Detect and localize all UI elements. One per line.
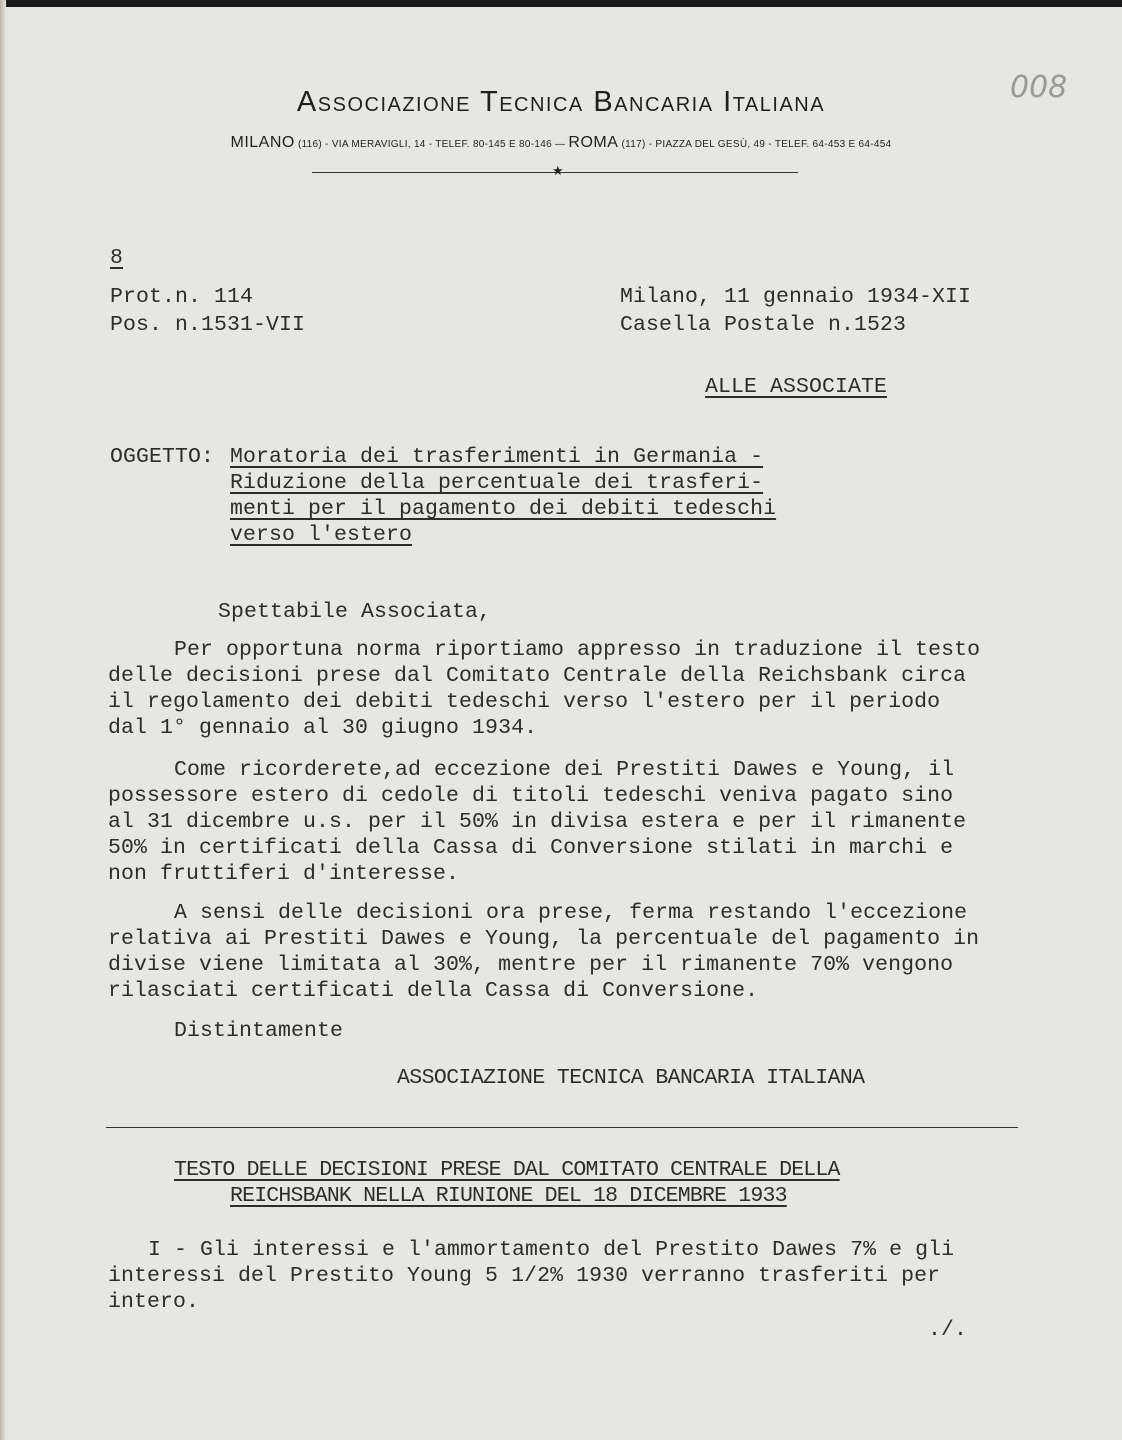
- body-line: Come ricorderete,ad eccezione dei Prestiti Dawes e Young, il: [174, 758, 955, 782]
- letterhead-roma: ROMA: [568, 134, 619, 151]
- section-line: I - Gli interessi e l'ammortamento del Prestito Dawes 7% e gli: [148, 1238, 955, 1262]
- star-icon: ★: [552, 164, 564, 179]
- letterhead-title: Associazione Tecnica Bancaria Italiana: [296, 86, 826, 118]
- closing: Distintamente: [174, 1019, 344, 1043]
- document-number: 8: [110, 246, 124, 270]
- section-title-line: REICHSBANK NELLA RIUNIONE DEL 18 DICEMBRE 1933: [230, 1184, 787, 1208]
- section-line: interessi del Prestito Young 5 1/2% 1930 verranno trasferiti per: [108, 1264, 941, 1288]
- letterhead-roma-detail: (117) - PIAZZA DEL GESÙ, 49 - TELEF. 64-453 E 64-454: [621, 139, 892, 150]
- letterhead-milano-detail: (116) - VIA MERAVIGLI, 14 - TELEF. 80-145 E 80-146 —: [297, 139, 566, 150]
- body-line: A sensi delle decisioni ora prese, ferma restando l'eccezione: [174, 901, 968, 925]
- scan-top-border: [0, 0, 1122, 7]
- signature: ASSOCIAZIONE TECNICA BANCARIA ITALIANA: [397, 1066, 865, 1090]
- body-line: delle decisioni prese dal Comitato Centrale della Reichsbank circa: [108, 664, 967, 688]
- subject-line: Moratoria dei trasferimenti in Germania -: [230, 445, 764, 469]
- salutation: Spettabile Associata,: [218, 600, 492, 624]
- body-line: 50% in certificati della Cassa di Conversione stilati in marchi e: [108, 836, 954, 860]
- subject-label: OGGETTO:: [110, 445, 215, 469]
- po-box: Casella Postale n.1523: [620, 313, 907, 337]
- body-line: al 31 dicembre u.s. per il 50% in divisa estera e per il rimanente: [108, 810, 967, 834]
- section-line: intero.: [108, 1290, 200, 1314]
- body-line: non fruttiferi d'interesse.: [108, 862, 460, 886]
- section-title-line: TESTO DELLE DECISIONI PRESE DAL COMITATO CENTRALE DELLA: [174, 1158, 840, 1182]
- recipient: ALLE ASSOCIATE: [705, 375, 888, 399]
- body-line: dal 1° gennaio al 30 giugno 1934.: [108, 716, 538, 740]
- subject-line: Riduzione della percentuale dei trasferi-: [230, 471, 764, 495]
- letterhead-address: [0, 134, 1122, 152]
- protocol-number: Prot.n. 114: [110, 285, 254, 309]
- place-date: Milano, 11 gennaio 1934-XII: [620, 285, 972, 309]
- subject-line: verso l'estero: [230, 523, 413, 547]
- handwritten-page-number: 008: [1010, 70, 1068, 105]
- subject-line: menti per il pagamento dei debiti tedeschi: [230, 497, 777, 521]
- letterhead-milano: MILANO: [230, 134, 295, 151]
- body-line: rilasciati certificati della Cassa di Conversione.: [108, 979, 759, 1003]
- position-number: Pos. n.1531-VII: [110, 313, 306, 337]
- body-line: possessore estero di cedole di titoli tedeschi veniva pagato sino: [108, 784, 954, 808]
- continuation-mark: ./.: [928, 1318, 968, 1342]
- scan-left-edge: [0, 0, 6, 1440]
- body-line: relativa ai Prestiti Dawes e Young, la percentuale del pagamento in: [108, 927, 980, 951]
- body-line: divise viene limitata al 30%, mentre per il rimanente 70% vengono: [108, 953, 954, 977]
- body-line: il regolamento dei debiti tedeschi verso l'estero per il periodo: [108, 690, 941, 714]
- body-line: Per opportuna norma riportiamo appresso in traduzione il testo: [174, 638, 981, 662]
- section-divider: [106, 1127, 1018, 1128]
